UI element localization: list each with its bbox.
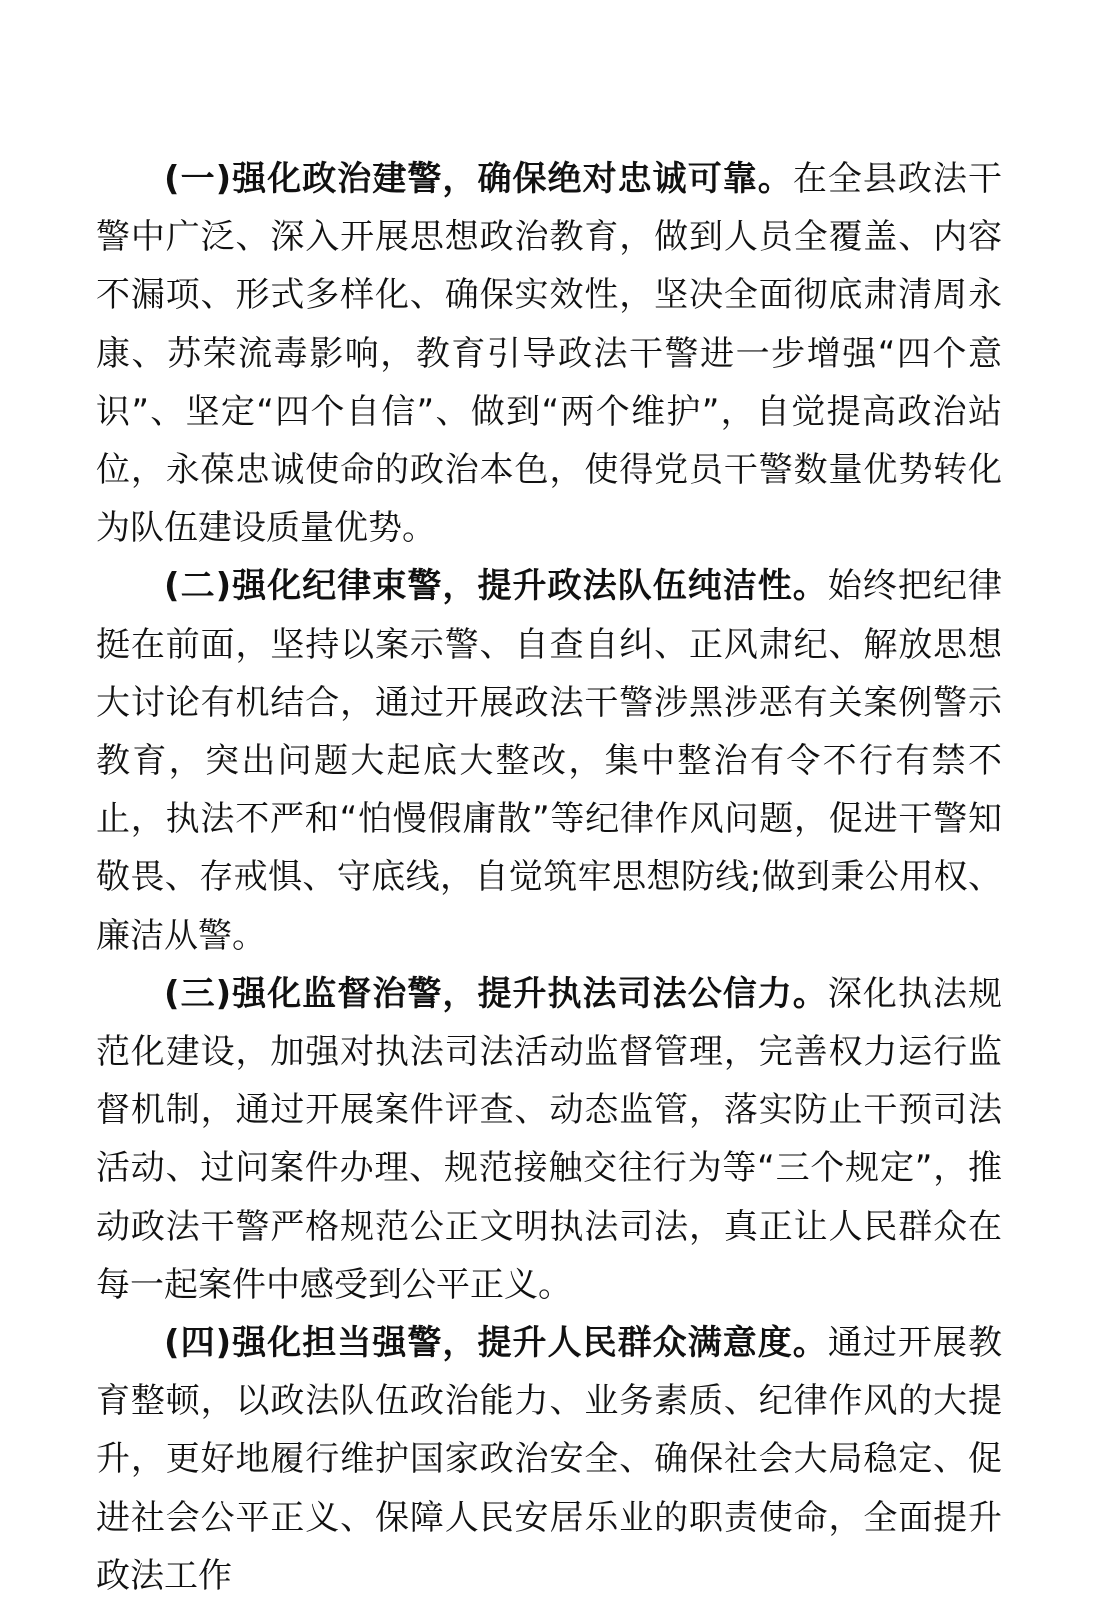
paragraph-4-heading: (四)强化担当强警，提升人民群众满意度。	[164, 1323, 828, 1364]
paragraph-3	[96, 965, 1002, 1314]
paragraph-1	[96, 150, 1002, 557]
paragraph-3-heading: (三)强化监督治警，提升执法司法公信力。	[164, 973, 828, 1014]
paragraph-4-body: 通过开展教育整顿，以政法队伍政治能力、业务素质、纪律作风的大提升，更好地履行维护国家政治安全、确保社会大局稳定、促进社会公平正义、保障人民安居乐业的职责使命，全面提升政法工作	[96, 1323, 1003, 1596]
paragraph-2-body: 始终把纪律挺在前面，坚持以案示警、自查自纠、正风肃纪、解放思想大讨论有机结合，通过开展政法干警涉黑涉恶有关案例警示教育，突出问题大起底大整改，集中整治有令不行有禁不止，执法不严和“怕慢假庸散”等纪律作风问题，促进干警知敬畏、存戒惧、守底线，自觉筑牢思想防线;做到秉公用权、廉洁从警。	[96, 566, 1003, 956]
paragraph-1-body: 在全县政法干警中广泛、深入开展思想政治教育，做到人员全覆盖、内容不漏项、形式多样化、确保实效性，坚决全面彻底肃清周永康、苏荣流毒影响，教育引导政法干警进一步增强“四个意识”、坚定“四个自信”、做到“两个维护”，自觉提高政治站位，永葆忠诚使命的政治本色，使得党员干警数量优势转化为队伍建设质量优势。	[96, 159, 1003, 549]
paragraph-1-heading: (一)强化政治建警，确保绝对忠诚可靠。	[164, 159, 793, 199]
paragraph-2-heading: (二)强化纪律束警，提升政法队伍纯洁性。	[164, 566, 828, 607]
paragraph-2	[96, 557, 1002, 964]
document-page	[96, 150, 1002, 1605]
paragraph-4	[96, 1314, 1002, 1605]
paragraph-3-body: 深化执法规范化建设，加强对执法司法活动监督管理，完善权力运行监督机制，通过开展案件评查、动态监管，落实防止干预司法活动、过问案件办理、规范接触交往行为等“三个规定”，推动政法干警严格规范公正文明执法司法，真正让人民群众在每一起案件中感受到公平正义。	[96, 973, 1003, 1305]
